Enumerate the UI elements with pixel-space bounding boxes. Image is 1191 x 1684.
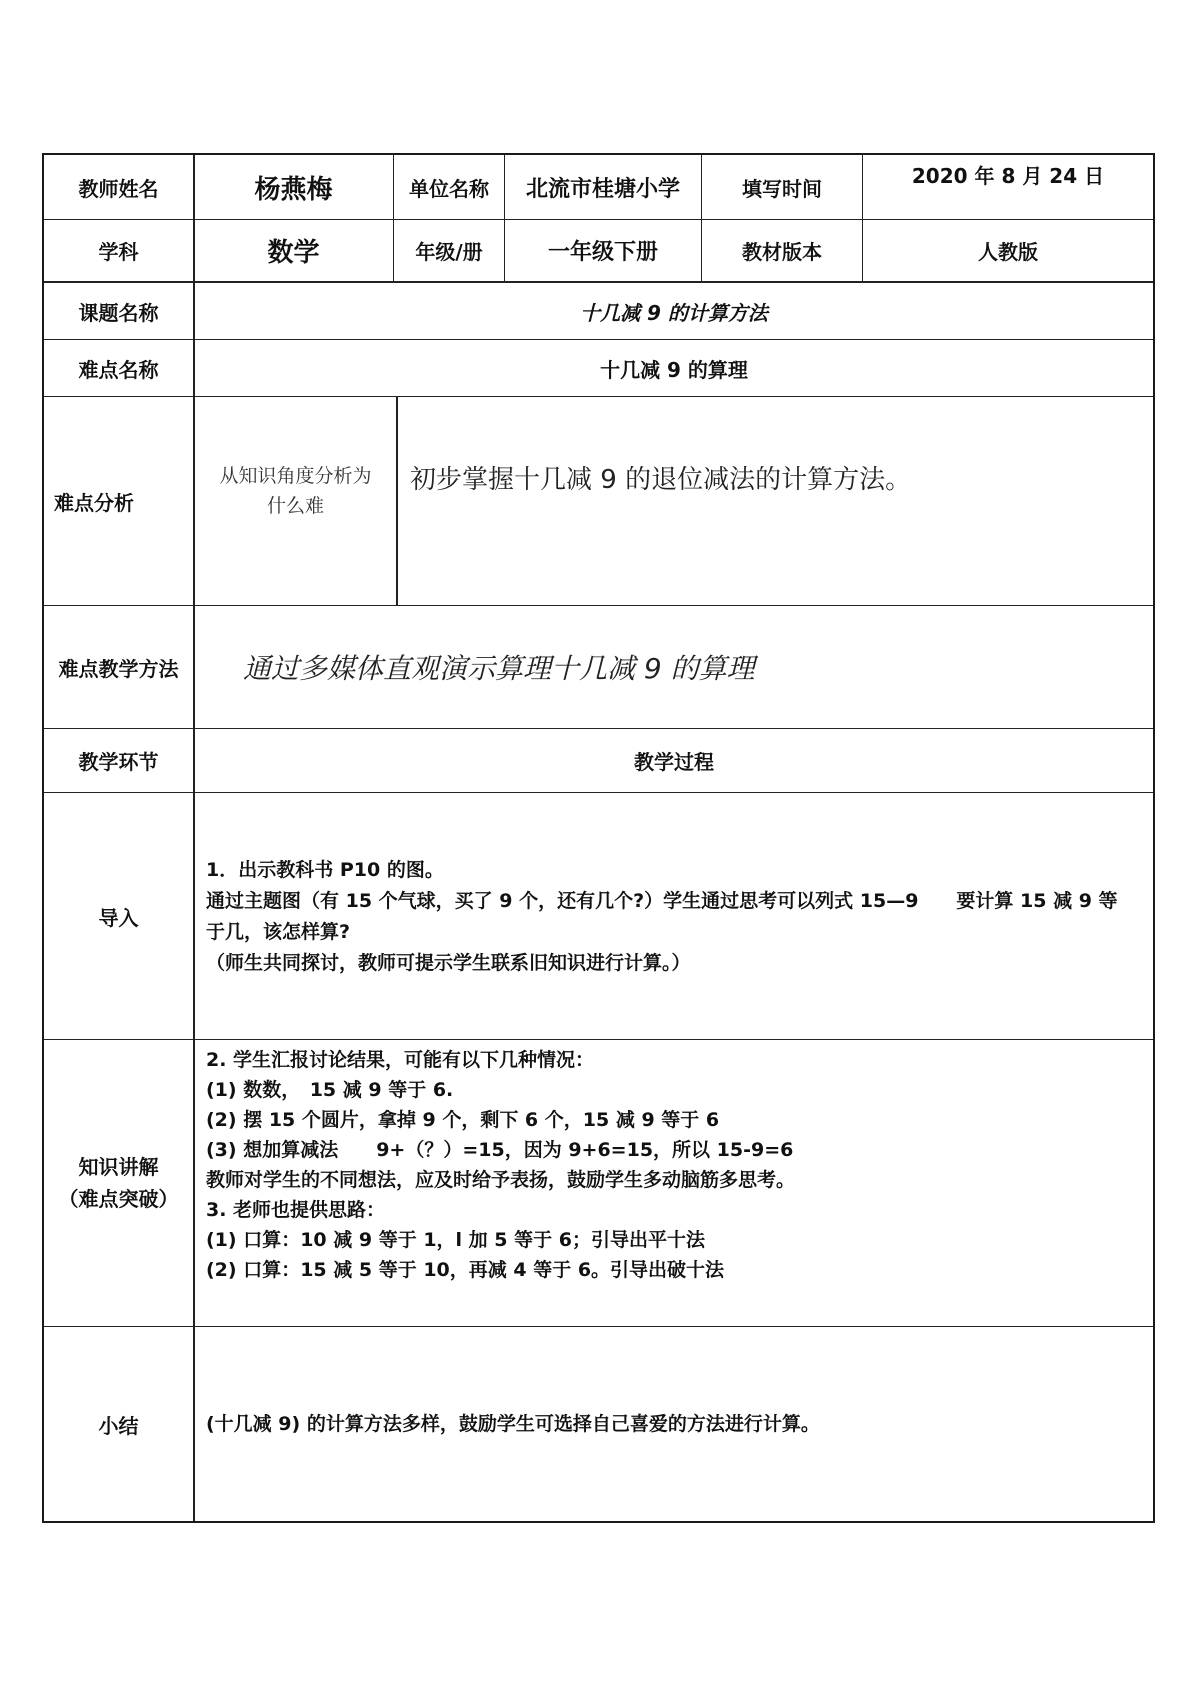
analysis-label: 难点分析 xyxy=(54,490,134,515)
knowledge-label: 知识讲解 xyxy=(78,1155,159,1179)
date-label: 填写时间 xyxy=(742,176,822,201)
intro-line: （师生共同探讨，教师可提示学生联系旧知识进行计算。） xyxy=(206,952,691,974)
knowledge-text xyxy=(206,1045,795,1285)
summary-line: (十几减 9) 的计算方法多样，鼓励学生可选择自己喜爱的方法进行计算。 xyxy=(206,1413,820,1435)
intro-line: 1．出示教科书 P10 的图。 xyxy=(206,859,444,881)
unit-name: 北流市桂塘小学 xyxy=(525,176,680,202)
knowledge-line: (3) 想加算减法 9+（？）=15，因为 9+6=15，所以 15-9=6 xyxy=(206,1139,794,1161)
teacher-name: 杨燕梅 xyxy=(254,174,333,205)
grade-label: 年级/册 xyxy=(415,240,483,264)
method-label: 难点教学方法 xyxy=(58,656,179,681)
intro-line: 于几，该怎样算? xyxy=(206,921,351,943)
method-value: 通过多媒体直观演示算理十几减 9 的算理 xyxy=(243,652,755,685)
subject-value: 数学 xyxy=(267,238,320,268)
intro-label: 导入 xyxy=(98,905,139,930)
knowledge-label-cell xyxy=(44,1040,193,1326)
knowledge-line: (2) 摆 15 个圆片，拿掉 9 个，剩下 6 个，15 减 9 等于 6 xyxy=(206,1109,720,1131)
difficulty-label: 难点名称 xyxy=(78,357,159,382)
analysis-sublabel: 从知识角度分析为什么难 xyxy=(219,465,372,517)
summary-label: 小结 xyxy=(98,1413,139,1438)
date-value: 2020 年 8 月 24 日 xyxy=(911,163,1105,188)
difficulty-value: 十几减 9 的算理 xyxy=(600,357,748,382)
edition-label: 教材版本 xyxy=(742,240,822,264)
knowledge-line: 3. 老师也提供思路： xyxy=(206,1199,386,1221)
topic-label: 课题名称 xyxy=(78,300,159,325)
knowledge-line: 教师对学生的不同想法，应及时给予表扬，鼓励学生多动脑筋多思考。 xyxy=(206,1169,796,1191)
intro-line: 通过主题图（有 15 个气球，买了 9 个，还有几个?）学生通过思考可以列式 15—9 要计算 15 减 9 等 xyxy=(206,890,1118,912)
lesson-table xyxy=(42,153,1155,1523)
intro-text xyxy=(206,855,1118,979)
subject-label: 学科 xyxy=(98,240,139,264)
analysis-value: 初步掌握十几减 9 的退位减法的计算方法。 xyxy=(410,464,912,495)
unit-label: 单位名称 xyxy=(409,176,489,201)
grade-value: 一年级下册 xyxy=(547,240,658,265)
knowledge-line: (1) 数数， 15 减 9 等于 6. xyxy=(206,1079,454,1101)
teacher-label: 教师姓名 xyxy=(78,176,159,201)
summary-value xyxy=(206,1409,820,1440)
topic-value: 十几减 9 的计算方法 xyxy=(580,300,768,325)
knowledge-line: 2. 学生汇报讨论结果，可能有以下几种情况： xyxy=(206,1049,595,1071)
process-value: 教学过程 xyxy=(634,750,714,774)
knowledge-line: (2) 口算：15 减 5 等于 10，再减 4 等于 6。引导出破十法 xyxy=(206,1259,725,1281)
knowledge-label-2: （难点突破） xyxy=(58,1187,179,1211)
knowledge-line: (1) 口算：10 减 9 等于 1，l 加 5 等于 6；引导出平十法 xyxy=(206,1229,705,1251)
process-label: 教学环节 xyxy=(78,750,159,774)
edition-value: 人教版 xyxy=(978,240,1038,264)
